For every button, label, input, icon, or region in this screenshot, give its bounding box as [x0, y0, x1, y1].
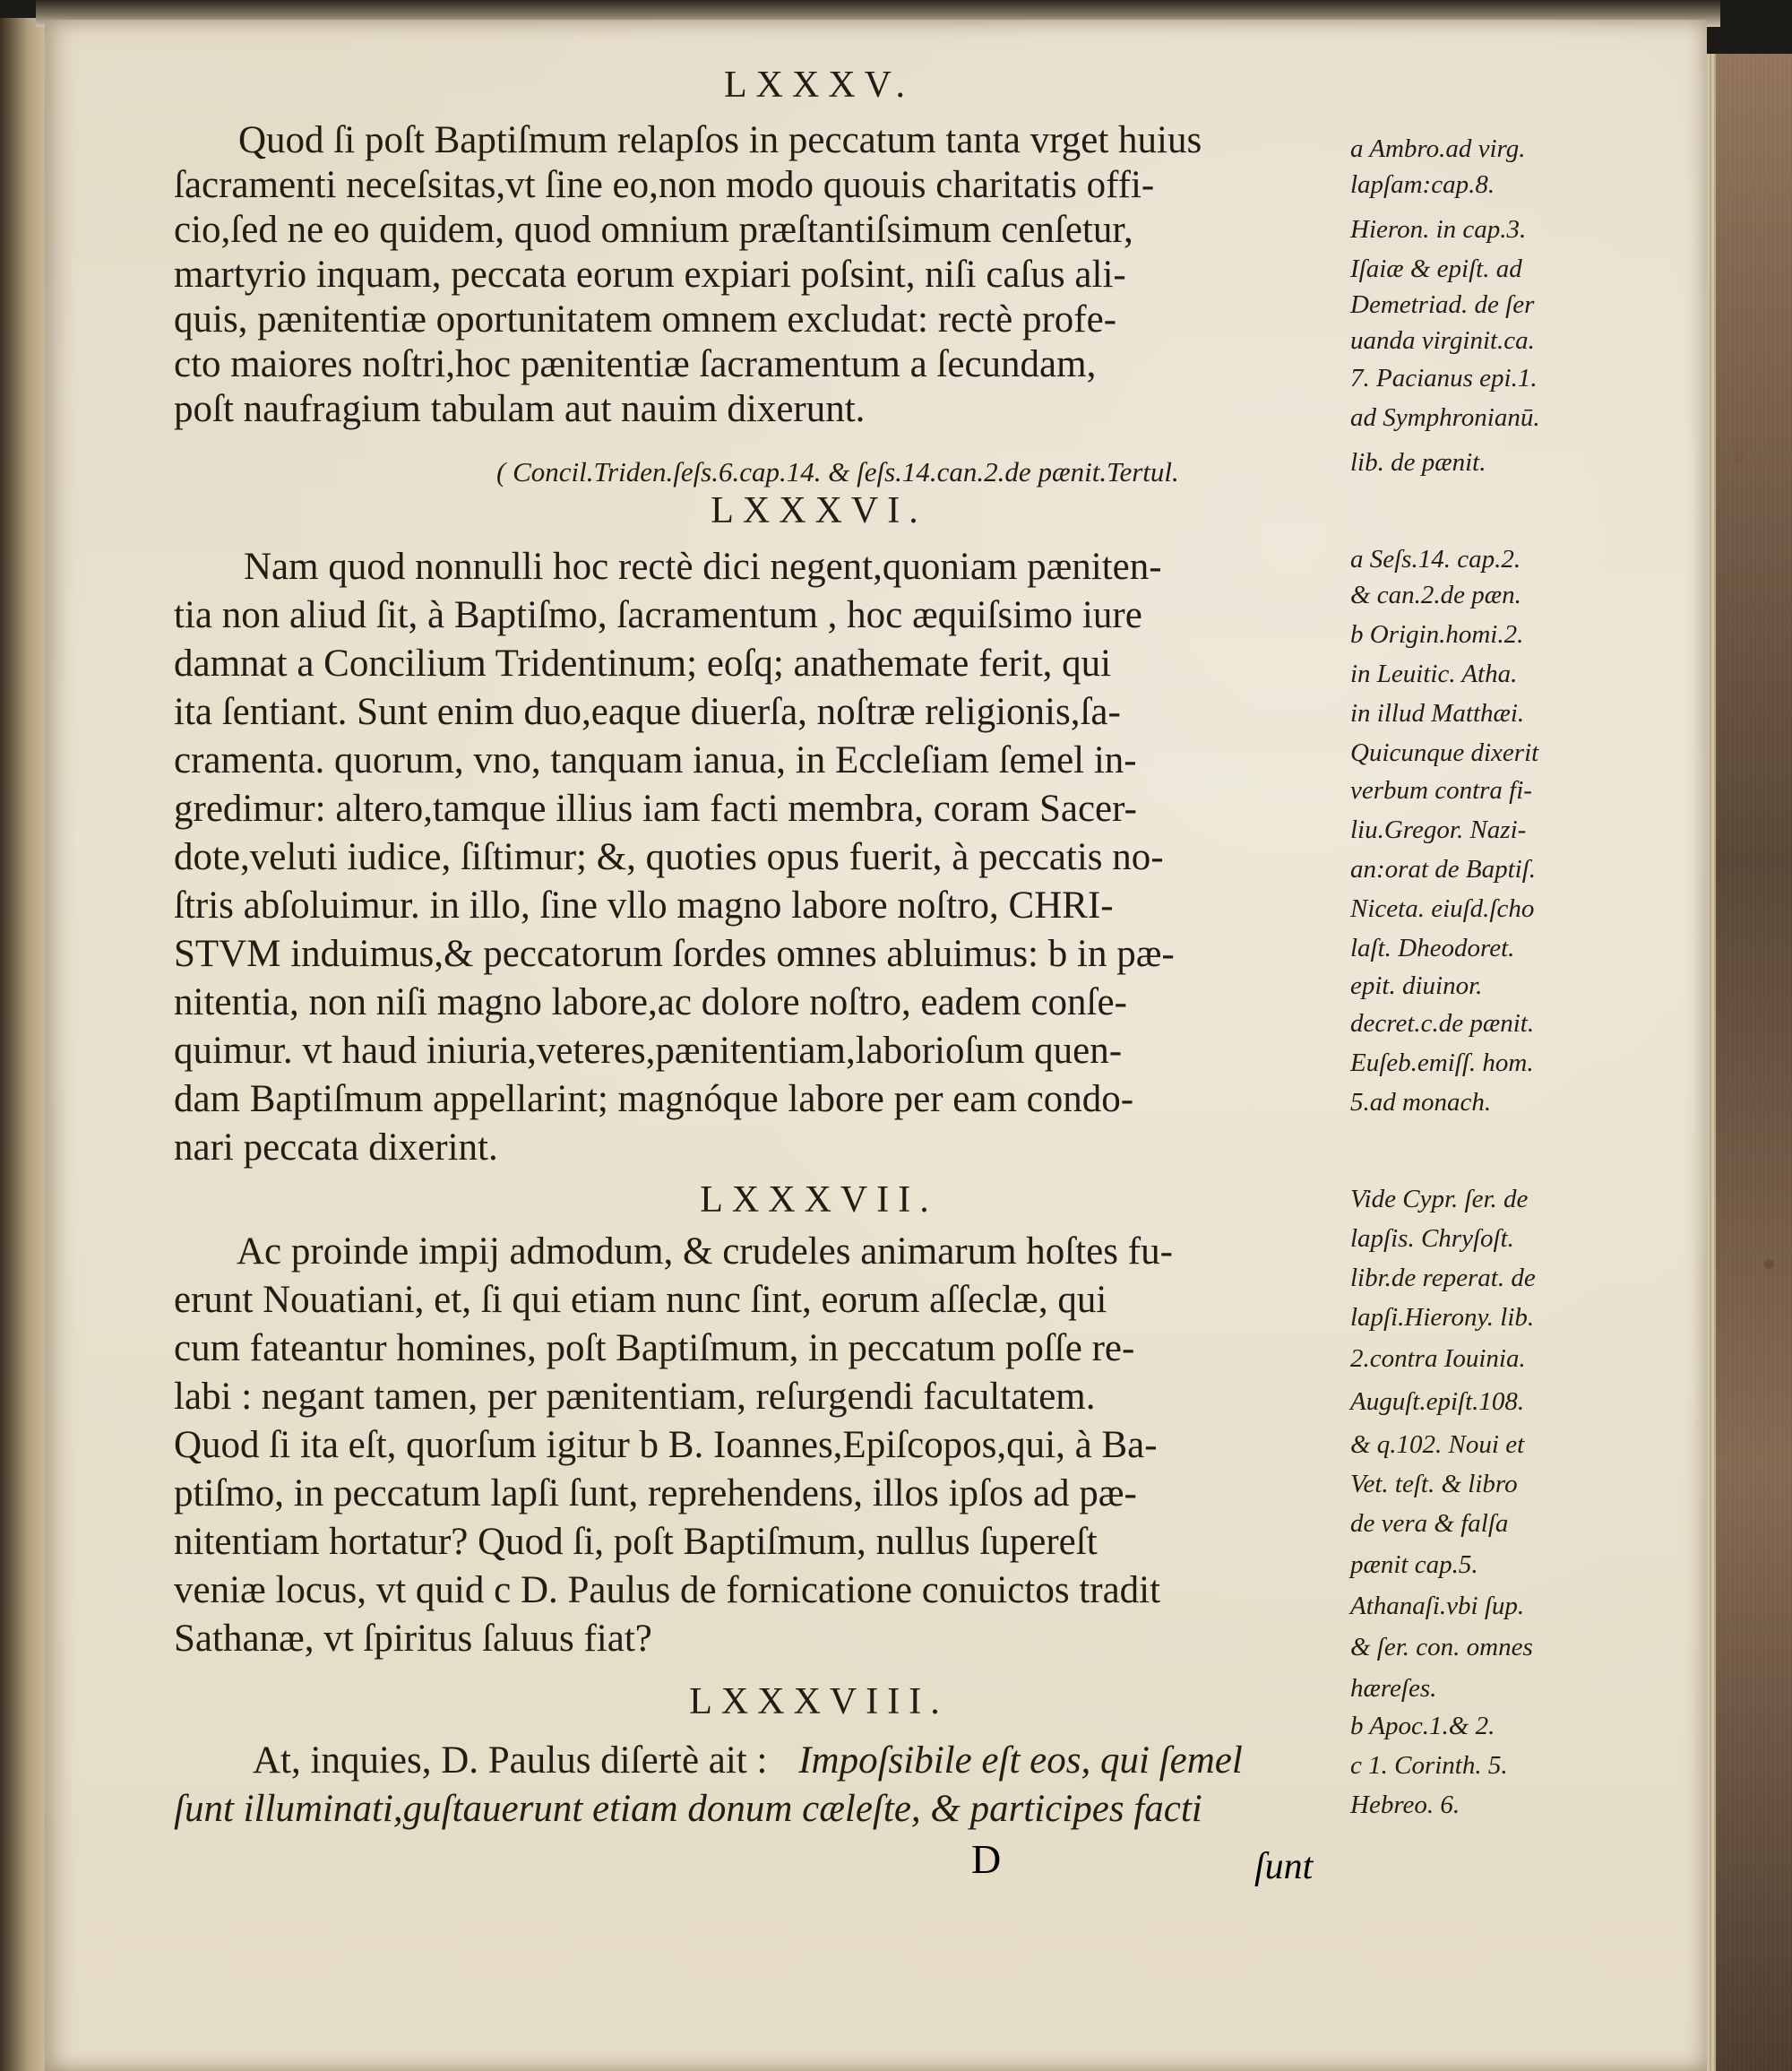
text-line: quis, pænitentiæ oportunitatem omnem excludat: rectè profe-	[174, 298, 1117, 341]
text-line-italic: ſunt illuminati,guſtauerunt etiam donum cæleſte, & participes facti	[174, 1788, 1202, 1830]
margin-note: 7. Pacianus epi.1.	[1350, 364, 1538, 393]
text-line: cto maiores noſtri,hoc pænitentiæ ſacramentum a ſecundam,	[174, 343, 1097, 385]
text-line: dote,veluti iudice, ſiſtimur; &, quoties opus fuerit, à peccatis no-	[174, 836, 1164, 878]
margin-note: lib. de pænit.	[1350, 448, 1486, 477]
text-line: cum fateantur homines, poſt Baptiſmum, in peccatum poſſe re-	[174, 1327, 1135, 1369]
text-line: gredimur: altero,tamque illius iam facti membra, coram Sacer-	[174, 788, 1137, 830]
section-number-86: LXXXVI.	[711, 490, 927, 531]
text-line: nari peccata dixerint.	[174, 1126, 498, 1169]
signature-mark: D	[971, 1836, 1002, 1882]
margin-note: Niceta. eiuſd.ſcho	[1350, 894, 1535, 923]
section-number-85: LXXXV.	[723, 65, 915, 106]
text-line: Quod ſi poſt Baptiſmum relapſos in peccatum tanta vrget huius	[238, 119, 1202, 161]
text-line: dam Baptiſmum appellarint; magnóque labore per eam condo-	[174, 1078, 1134, 1120]
text-line: poſt naufragium tabulam aut nauim dixerunt.	[174, 388, 866, 430]
margin-note: Vide Cypr. ſer. de	[1350, 1185, 1529, 1213]
text-line: nitentiam hortatur? Quod ſi, poſt Baptiſmum, nullus ſupereſt	[174, 1521, 1098, 1563]
margin-note: uanda virginit.ca.	[1350, 326, 1535, 355]
margin-note: verbum contra fi-	[1350, 776, 1532, 805]
citation-line: ( Concil.Triden.ſeſs.6.cap.14. & ſeſs.14.can.2.de pænit.Tertul.	[496, 456, 1179, 488]
catchword: ſunt	[1254, 1846, 1314, 1887]
text-line: Ac proinde impij admodum, & crudeles animarum hoſtes fu-	[237, 1230, 1173, 1273]
margin-note: c 1. Corinth. 5.	[1350, 1751, 1508, 1780]
text-line: nitentia, non niſi magno labore,ac dolore noſtro, eadem conſe-	[174, 981, 1127, 1023]
margin-note: decret.c.de pænit.	[1350, 1009, 1535, 1038]
text-line: ita ſentiant. Sunt enim duo,eaque diuerſa, noſtræ religionis,ſa-	[174, 691, 1121, 733]
margin-note: & q.102. Noui et	[1350, 1430, 1525, 1459]
text-line: labi : negant tamen, per pænitentiam, reſurgendi facultatem.	[174, 1376, 1096, 1418]
text-line: cramenta. quorum, vno, tanquam ianua, in Eccleſiam ſemel in-	[174, 739, 1137, 781]
text-line: quimur. vt haud iniuria,veteres,pænitentiam,laborioſum quen-	[174, 1030, 1123, 1072]
text-line: ſtris abſoluimur. in illo, ſine vllo magno labore noſtro, CHRI-	[174, 884, 1114, 927]
margin-note: b Origin.homi.2.	[1350, 620, 1524, 649]
text-italic-quote: Impoſsibile eſt eos, qui ſemel	[798, 1739, 1243, 1782]
page	[45, 20, 1707, 2071]
margin-note: Quicunque dixerit	[1350, 738, 1539, 767]
margin-note: Demetriad. de ſer	[1350, 290, 1535, 319]
margin-note: b Apoc.1.& 2.	[1350, 1712, 1495, 1740]
margin-note: Auguſt.epiſt.108.	[1350, 1387, 1525, 1416]
margin-note: an:orat de Baptiſ.	[1350, 855, 1537, 884]
text-line	[253, 1740, 1243, 1782]
margin-note: ad Symphronianū.	[1350, 403, 1540, 432]
margin-note: 2.contra Iouinia.	[1350, 1344, 1526, 1373]
section-number-87: LXXXVII.	[700, 1179, 938, 1221]
text-line: STVM induimus,& peccatorum ſordes omnes abluimus: b in pæ-	[174, 933, 1175, 975]
main-text-block	[174, 20, 1464, 2071]
text-line: Nam quod nonnulli hoc rectè dici negent,quoniam pæniten-	[244, 546, 1162, 588]
text-line: damnat a Concilium Tridentinum; eoſq; anathemate ferit, qui	[174, 643, 1112, 685]
text-line: cio,ſed ne eo quidem, quod omnium præſtantiſsimum cenſetur,	[174, 209, 1133, 251]
margin-note: Hebreo. 6.	[1350, 1791, 1460, 1819]
margin-note: a Ambro.ad virg.	[1350, 134, 1526, 163]
margin-note: laſt. Dheodoret.	[1350, 934, 1515, 962]
margin-note: lapſam:cap.8.	[1350, 170, 1495, 199]
margin-note: liu.Gregor. Nazi-	[1350, 815, 1527, 844]
margin-note: libr.de reperat. de	[1350, 1264, 1536, 1292]
text-line: ſacramenti neceſsitas,vt ſine eo,non modo quouis charitatis offi-	[174, 164, 1155, 206]
text-line: tia non aliud ſit, à Baptiſmo, ſacramentum , hoc æquiſsimo iure	[174, 594, 1142, 636]
margin-note: lapſis. Chryſoſt.	[1350, 1224, 1514, 1253]
margin-note: a Seſs.14. cap.2.	[1350, 545, 1521, 574]
section-number-88: LXXXVIII.	[689, 1681, 949, 1722]
margin-note: Euſeb.emiſſ. hom.	[1350, 1048, 1534, 1077]
text-line: ptiſmo, in peccatum lapſi ſunt, reprehendens, illos ipſos ad pæ-	[174, 1472, 1137, 1514]
margin-note: & can.2.de pæn.	[1350, 581, 1521, 609]
text-roman: At, inquies, D. Paulus diſertè ait :	[253, 1739, 768, 1782]
fore-edge-and-cover	[1698, 54, 1792, 2071]
margin-note: Athanaſi.vbi ſup.	[1350, 1592, 1525, 1620]
text-line: veniæ locus, vt quid c D. Paulus de fornicatione conuictos tradit	[174, 1569, 1161, 1611]
margin-note: de vera & falſa	[1350, 1509, 1509, 1538]
margin-note: in Leuitic. Atha.	[1350, 660, 1518, 688]
margin-note: hæreſes.	[1350, 1674, 1437, 1703]
margin-note: Vet. teſt. & libro	[1350, 1470, 1518, 1498]
margin-note: Iſaiæ & epiſt. ad	[1350, 255, 1522, 283]
text-line: Sathanæ, vt ſpiritus ſaluus fiat?	[174, 1618, 652, 1660]
text-line: Quod ſi ita eſt, quorſum igitur b B. Ioannes,Epiſcopos,qui, à Ba-	[174, 1424, 1158, 1466]
margin-note: epit. diuinor.	[1350, 971, 1483, 1000]
margin-note: Hieron. in cap.3.	[1350, 215, 1527, 244]
text-line: martyrio inquam, peccata eorum expiari poſsint, niſi caſus ali-	[174, 254, 1126, 296]
text-line: erunt Nouatiani, et, ſi qui etiam nunc ſint, eorum aſſeclæ, qui	[174, 1279, 1107, 1321]
margin-note: lapſi.Hierony. lib.	[1350, 1303, 1535, 1332]
margin-note: in illud Matthæi.	[1350, 699, 1525, 728]
margin-note: 5.ad monach.	[1350, 1088, 1492, 1117]
margin-note: & ſer. con. omnes	[1350, 1633, 1533, 1661]
margin-note: pænit cap.5.	[1350, 1550, 1478, 1579]
